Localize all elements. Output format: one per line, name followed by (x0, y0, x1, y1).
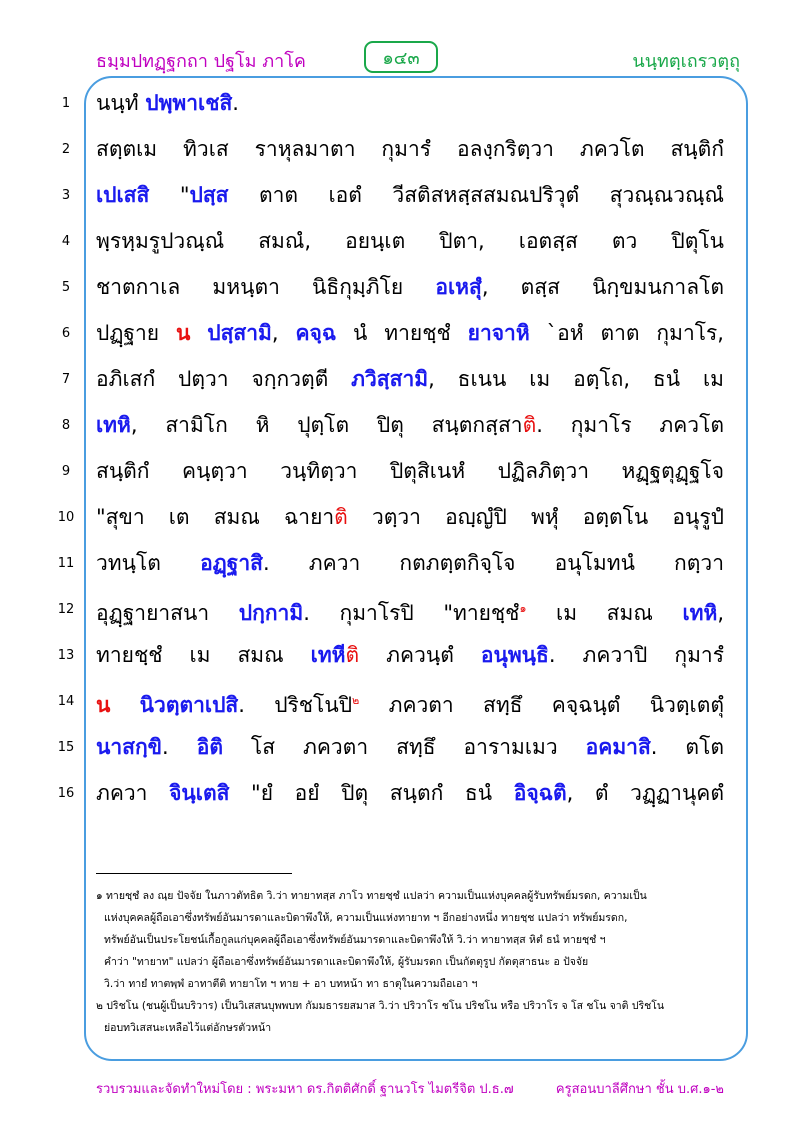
text-segment (110, 693, 139, 717)
highlighted-word: เปเสสิ (96, 183, 150, 207)
text-segment: , ตํ วฏฺฏานุคตํ (566, 781, 724, 805)
text-segment: เม สมณ (526, 601, 683, 625)
text-line (0, 174, 800, 220)
line-text (96, 226, 724, 256)
line-number: 5 (61, 280, 71, 295)
line-text (96, 778, 724, 808)
chapter-title: นนฺทตฺเถรวตฺถุ (632, 51, 740, 72)
highlighted-word: เทหิ (96, 413, 131, 437)
highlighted-word: ปสฺส (189, 183, 229, 207)
text-segment: อภิเสกํ ปตฺวา จกฺกวตฺตี (96, 367, 352, 391)
text-line (0, 358, 800, 404)
text-segment: "ยํ อยํ ปิตุ สนฺตกํ ธนํ (229, 781, 514, 805)
footnote-line: ย่อบทวิเสสนะเหลือไว้แต่อักษรตัวหน้า (104, 1022, 272, 1034)
footnote-rule (96, 873, 292, 874)
highlighted-word: เทหิ (682, 601, 718, 625)
text-segment: ภควา (96, 781, 170, 805)
highlighted-word: นาสกฺขิ (96, 735, 163, 759)
text-segment: นํ ทายชฺชํ (336, 321, 468, 345)
line-text (96, 180, 724, 210)
red-word: ติ (345, 643, 360, 667)
line-text (96, 272, 724, 302)
text-segment: วตฺวา อญฺญํปิ พหุํ อตฺตโน อนุรูปํ (347, 505, 724, 529)
footnote-marker: ๒ (352, 694, 360, 707)
line-number: 14 (57, 694, 75, 709)
line-number: 10 (57, 510, 75, 525)
red-word: ติ (522, 413, 537, 437)
text-line (0, 680, 800, 726)
text-segment: พฺรหฺมรูปวณฺณํ สมณํ, อยนฺเต ปิตา, เอตสฺส ตว ปิตุโน (96, 229, 724, 253)
line-text (96, 594, 724, 628)
text-segment: ภควนฺตํ (359, 643, 481, 667)
text-line (0, 496, 800, 542)
text-line (0, 588, 800, 634)
book-title: ธมฺมปทฏฺฐกถา ปฐโม ภาโค (96, 51, 306, 72)
footnote-line: ๑ ทายชฺชํ ลง ณฺย ปัจจัย ในภาวตัทธิต วิ.ว่า ทายาทสฺส ภาโว ทายชฺชํ แปลว่า ความเป็นแห่งบุคคลผู้รับทรัพย์มรดก, ความเป็น (96, 890, 647, 902)
footnote-line: คำว่า "ทายาท" แปลว่า ผู้ถือเอาซึ่งทรัพย์อันมารดาและบิดาพึงให้, ผู้รับมรดก เป็นกัตตุรูป กัตตุสาธนะ อ ปัจจัย (104, 956, 589, 968)
text-segment (190, 321, 207, 345)
line-text (96, 502, 724, 532)
footnote-line: แห่งบุคคลผู้ถือเอาซึ่งทรัพย์อันมารดาและบิดาพึงให้, ความเป็นแห่งทายาท ฯ อีกอย่างหนึ่ง ทายชฺช แปลว่า ทรัพย์มรดก, (104, 912, 628, 924)
text-line (0, 404, 800, 450)
footnote-marker: ๑ (519, 602, 527, 615)
highlighted-word: เทหี (310, 643, 346, 667)
line-text (96, 456, 724, 486)
highlighted-word: ปสฺสามิ (207, 321, 272, 345)
line-number: 3 (61, 188, 71, 203)
text-segment: . ตโต (650, 735, 724, 759)
line-number: 6 (61, 326, 71, 341)
page-number-badge: ๑๔๓ (364, 41, 438, 73)
text-segment: , (271, 321, 296, 345)
line-number: 8 (61, 418, 71, 433)
highlighted-word: อนุพนฺธิ (480, 643, 549, 667)
text-line (0, 220, 800, 266)
line-number: 4 (61, 234, 71, 249)
text-segment: . ปริชโนปิ (238, 693, 353, 717)
highlighted-word: ปพฺพาเชสิ (145, 91, 233, 115)
text-segment: " (149, 183, 190, 207)
line-text (96, 732, 724, 762)
line-text (96, 364, 724, 394)
highlighted-word: อเหสุํ (435, 275, 482, 299)
text-line (0, 772, 800, 818)
red-word: ติ (334, 505, 348, 529)
red-word: น (96, 693, 111, 717)
text-segment: ภควตา สทฺธึ คจฺฉนฺตํ นิวตฺเตตุํ (359, 693, 724, 717)
text-segment: อุฏฺฐายาสนา (96, 601, 239, 625)
text-line (0, 312, 800, 358)
footnote-line: ทรัพย์อันเป็นประโยชน์เกื้อกูลแก่บุคคลผู้ถือเอาซึ่งทรัพย์อันมารดาและบิดาพึงให้ วิ.ว่า ทายาทสฺส หิตํ ธนํ ทายชฺชํ ฯ (104, 934, 606, 946)
footnote-line: วิ.ว่า ทายํ ทาตพฺพํ อาทาตีติ ทายาโท ฯ ทาย + อา บทหน้า ทา ธาตุในความถือเอา ฯ (104, 978, 478, 990)
text-segment: ทายชฺชํ เม สมณ (96, 643, 311, 667)
footer-credit: รวบรวมและจัดทำใหม่โดย : พระมหา ดร.กิตติศักดิ์ ฐานวโร ไมตรีจิต ป.ธ.๗ (96, 1082, 514, 1097)
line-number: 7 (61, 372, 71, 387)
line-number: 9 (61, 464, 71, 479)
text-line (0, 726, 800, 772)
text-segment: นนฺทํ (96, 91, 146, 115)
line-number: 16 (57, 786, 75, 801)
line-text (96, 88, 724, 118)
highlighted-word: ยาจาหิ (467, 321, 530, 345)
text-segment: "สุขา เต สมณ ฉายา (96, 505, 335, 529)
text-line (0, 450, 800, 496)
text-line (0, 542, 800, 588)
text-segment: ชาตกาเล มหนฺตา นิธิกุมฺภิโย (96, 275, 436, 299)
text-segment: สนฺติกํ คนฺตฺวา วนฺทิตฺวา ปิตุสิเนหํ ปฏิลภิตฺวา หฏฺฐตุฏฺฐโจ (96, 459, 724, 483)
text-line (0, 82, 800, 128)
highlighted-word: จินฺเตสิ (169, 781, 230, 805)
highlighted-word: อิติ (196, 735, 223, 759)
text-segment: . ภควาปิ กุมารํ (548, 643, 724, 667)
line-text (96, 548, 724, 578)
text-segment: . ภควา กตภตฺตกิจฺโจ อนุโมทนํ กตฺวา (262, 551, 724, 575)
text-segment: . กุมาโรปิ "ทายชฺชํ (303, 601, 520, 625)
highlighted-word: ปกฺกามิ (238, 601, 304, 625)
footer-course: ครูสอนบาลีศึกษา ชั้น บ.ศ.๑-๒ (555, 1082, 724, 1097)
red-word: น (176, 321, 191, 345)
line-number: 12 (57, 602, 75, 617)
footnote-line: ๒ ปริชโน (ชนผู้เป็นบริวาร) เป็นวิเสสนบุพพบท กัมมธารยสมาส วิ.ว่า ปริวาโร ชโน ปริชโน หรือ ปริวาโร จ โส ชโน จาติ ปริชโน (96, 1000, 665, 1012)
line-number: 15 (57, 740, 75, 755)
line-text (96, 134, 724, 164)
highlighted-word: คจฺฉ (295, 321, 337, 345)
text-segment: ปฏฺฐาย (96, 321, 177, 345)
text-segment: , ตสฺส นิกฺขมนกาลโต (481, 275, 724, 299)
text-segment: โส ภควตา สทฺธึ อารามเมว (222, 735, 586, 759)
highlighted-word: อฏฺฐาสิ (200, 551, 263, 575)
line-text (96, 410, 724, 440)
text-segment: , (717, 601, 724, 625)
line-text (96, 640, 724, 670)
text-segment: วทนฺโต (96, 551, 201, 575)
highlighted-word: นิวตฺตาเปสิ (139, 693, 239, 717)
line-text (96, 686, 724, 720)
line-number: 2 (61, 142, 71, 157)
text-segment: . (162, 735, 197, 759)
line-number: 1 (61, 96, 71, 111)
line-number: 11 (57, 556, 75, 571)
highlighted-word: อิจฺฉติ (513, 781, 567, 805)
text-line (0, 128, 800, 174)
text-segment: `อหํ ตาต กุมาโร, (529, 321, 724, 345)
text-line (0, 266, 800, 312)
text-line (0, 634, 800, 680)
line-number: 13 (57, 648, 75, 663)
text-segment: , ธเนน เม อตฺโถ, ธนํ เม (428, 367, 724, 391)
highlighted-word: ภวิสฺสามิ (351, 367, 429, 391)
line-text (96, 318, 724, 348)
highlighted-word: อคมาสิ (585, 735, 651, 759)
text-segment: . (232, 91, 239, 115)
text-segment: ตาต เอตํ วีสติสหสฺสสมณปริวุตํ สุวณฺณวณฺณํ (228, 183, 724, 207)
text-segment: สตฺตเม ทิวเส ราหุลมาตา กุมารํ อลงฺกริตฺวา ภควโต สนฺติกํ (96, 137, 724, 161)
text-segment: . กุมาโร ภควโต (536, 413, 724, 437)
text-segment: , สามิโก หิ ปุตฺโต ปิตุ สนฺตกสฺสา (130, 413, 523, 437)
